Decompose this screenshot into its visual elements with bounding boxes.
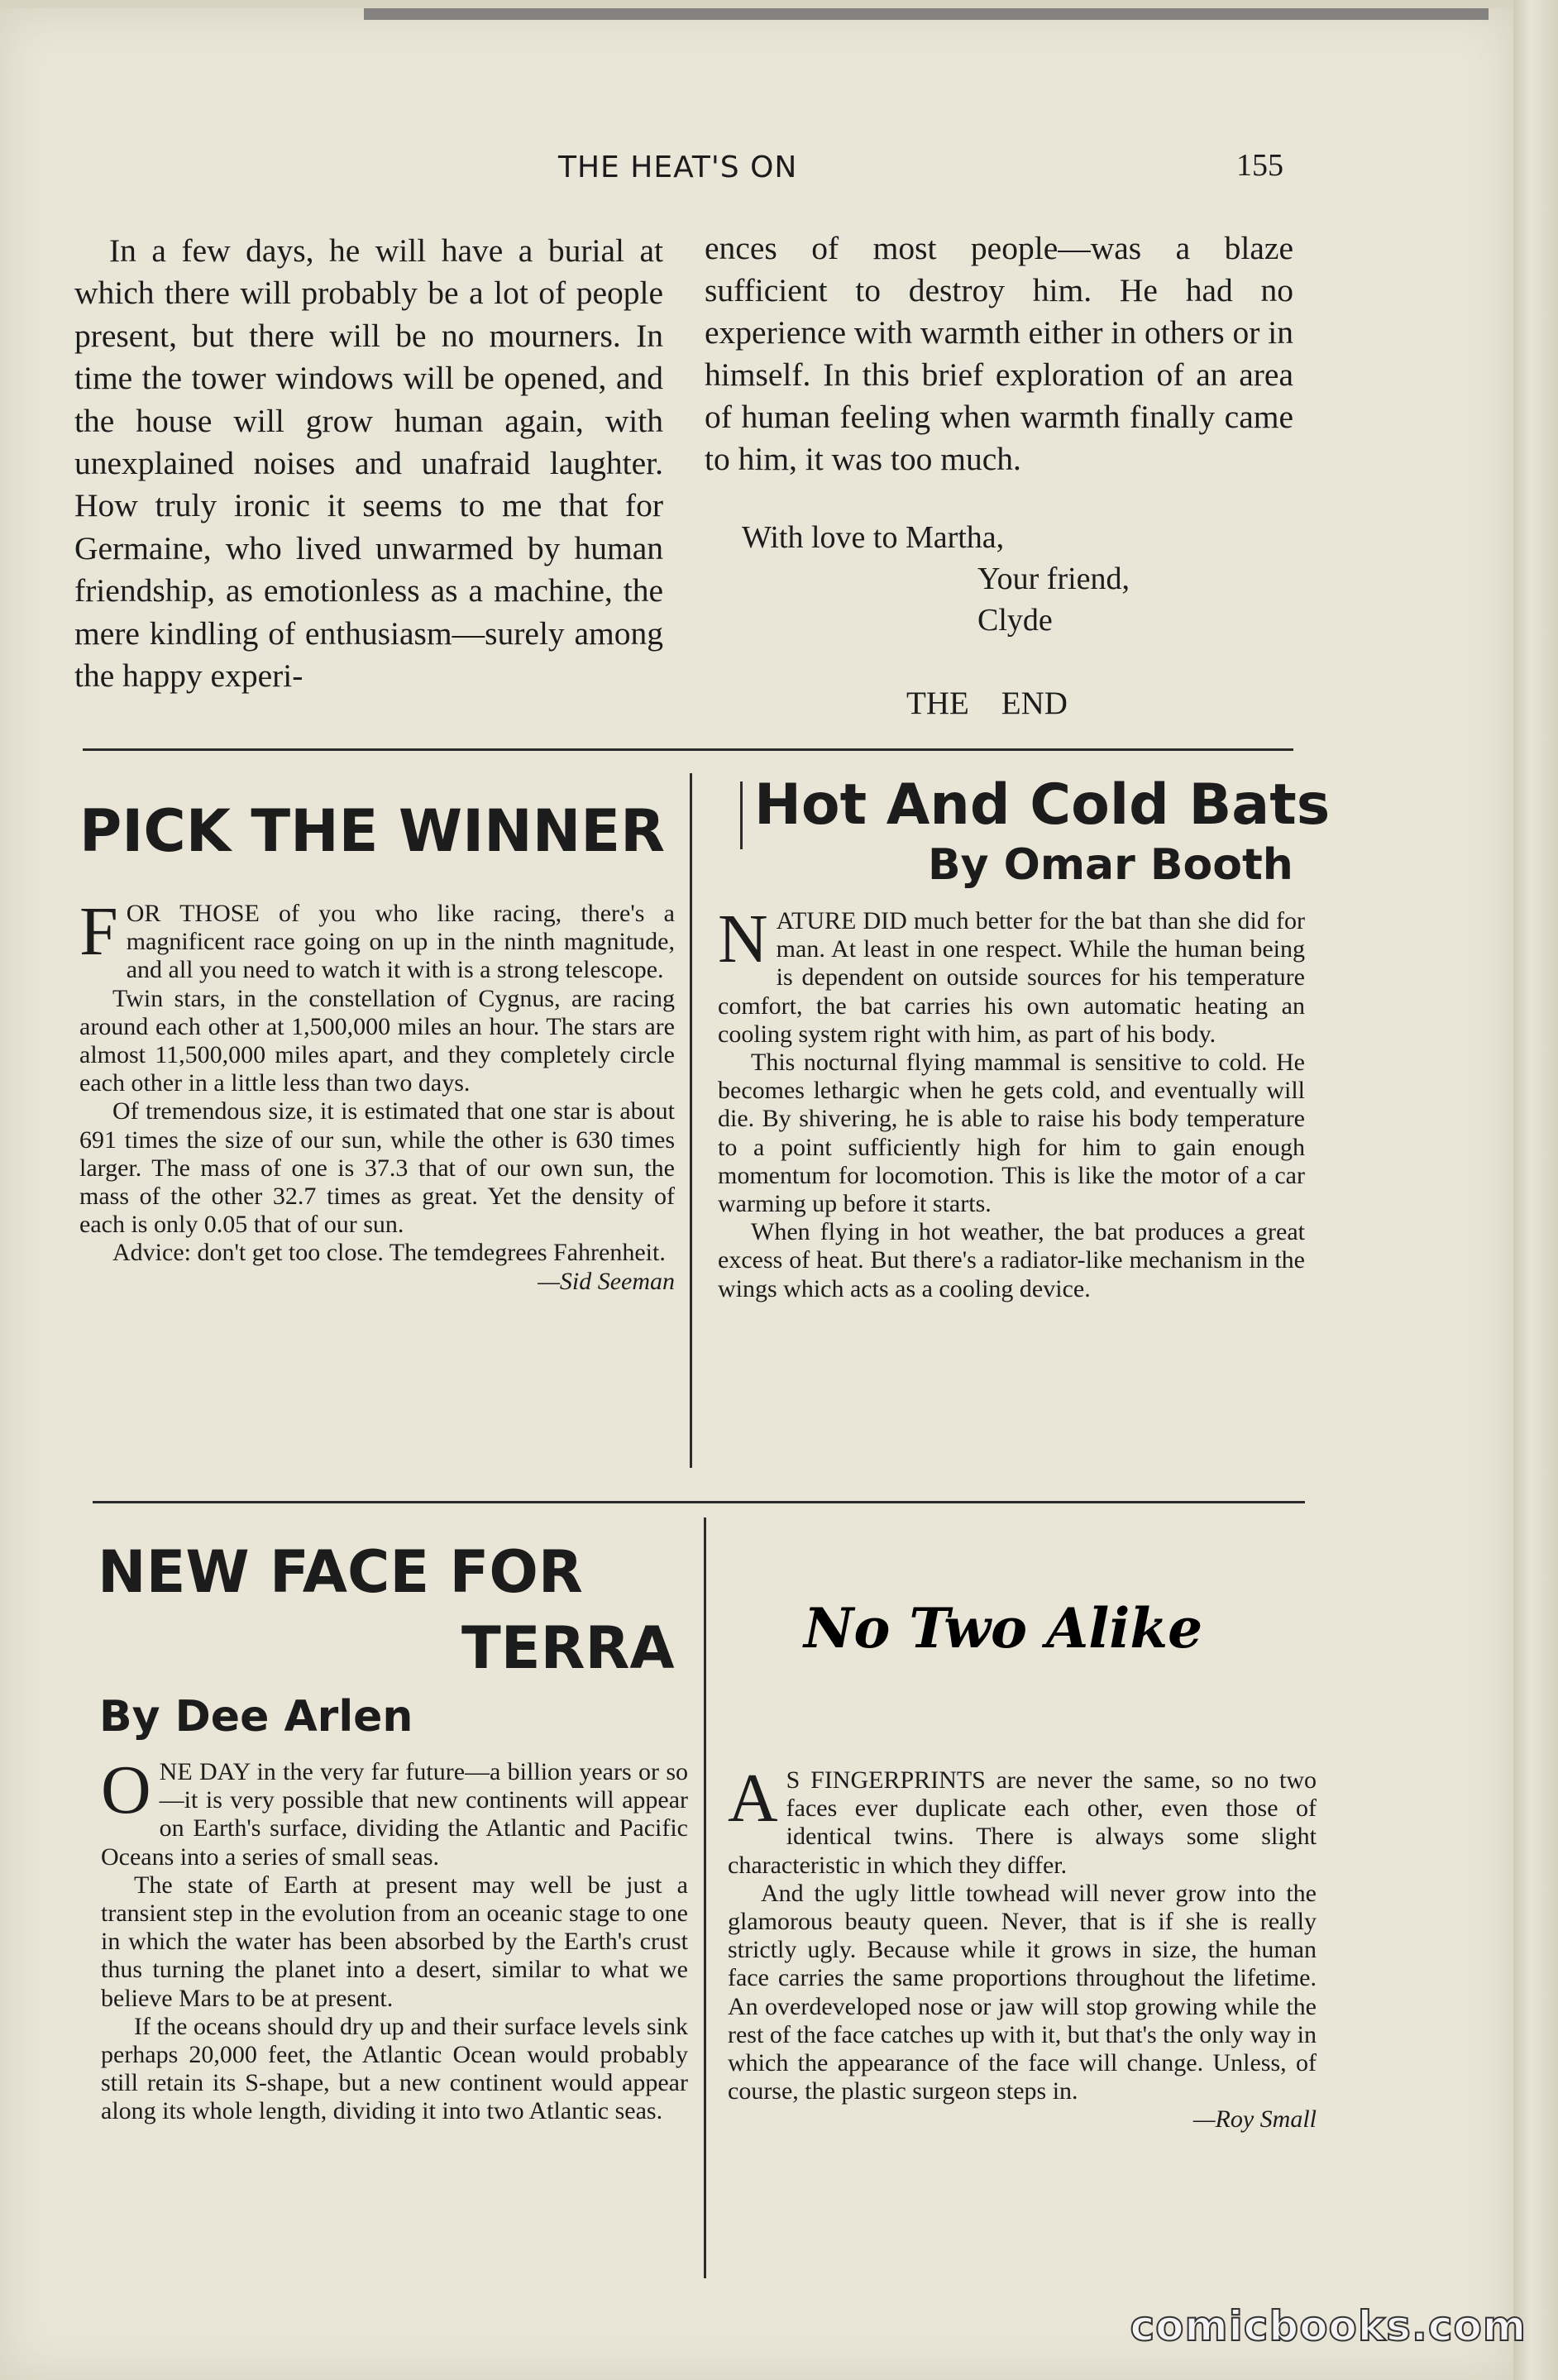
letter-signer: Clyde bbox=[977, 603, 1053, 638]
article-title-pick-the-winner: PICK THE WINNER bbox=[79, 797, 665, 865]
article-paragraph: Of tremendous size, it is estimated that one star is about 691 times the size of our sun, while the other is 630 times larger. The mass of one is 37.3 that of our own sun, the mass of the other 32.7 times as great. Yet the density of each is only 0.05 that of our sun. bbox=[79, 1097, 675, 1239]
letter-closing: With love to Martha, bbox=[742, 520, 1005, 555]
article-paragraph: When flying in hot weather, the bat produces a great excess of heat. But there's a radiator-like mechanism in the wings which acts as a cooling device. bbox=[718, 1218, 1305, 1302]
article-paragraph: FOR THOSE of you who like racing, there's a magnificent race going on up in the ninth magnitude, and all you need to watch it with is a strong telescope. bbox=[79, 893, 675, 984]
article-title-new-face-line2: TERRA bbox=[461, 1614, 675, 1682]
article-paragraph: Advice: don't get too close. The temdegrees Fahrenheit. bbox=[112, 1239, 666, 1267]
drop-cap: N bbox=[718, 901, 768, 977]
column-divider bbox=[690, 773, 692, 1468]
section-divider bbox=[93, 1501, 1305, 1503]
drop-cap: F bbox=[79, 893, 118, 970]
magazine-page bbox=[0, 8, 1513, 2380]
article-paragraph: Twin stars, in the constellation of Cygnus, are racing around each other at 1,500,000 miles an hour. The stars are almost 11,500,000 miles apart, and they completely circle each other in a little less than two days. bbox=[79, 984, 675, 1097]
article-body-pick-the-winner bbox=[79, 893, 675, 1296]
site-watermark: comicbooks.com bbox=[1130, 2302, 1527, 2350]
article-title-no-two-alike: No Two Alike bbox=[804, 1596, 1203, 1661]
article-paragraph: This nocturnal flying mammal is sensitive to cold. He becomes lethargic when he gets cold, and eventually will die. By shivering, he is able to raise his body temperature to a point sufficiently high for him to gain enough momentum for locomotion. This is like the motor of a car warming up before it starts. bbox=[718, 1049, 1305, 1218]
article-body-no-two-alike bbox=[728, 1760, 1317, 2134]
drop-cap: A bbox=[728, 1760, 778, 1837]
article-paragraph: ONE DAY in the very far future—a billion years or so—it is very possible that new continents will appear on Earth's surface, dividing the Atlantic and Pacific Oceans into a series of small seas. bbox=[101, 1752, 688, 1871]
article-paragraph: If the oceans should dry up and their surface levels sink perhaps 20,000 feet, the Atlantic Ocean would probably still retain its S-shape, but a new continent would appear along its whole length, dividing it into two Atlantic seas. bbox=[101, 2012, 688, 2125]
top-edge-strip bbox=[364, 8, 1489, 20]
section-divider bbox=[83, 748, 1293, 751]
article-author: —Sid Seeman bbox=[538, 1267, 675, 1295]
article-paragraph: And the ugly little towhead will never grow into the glamorous beauty queen. Never, that is if she is really strictly ugly. Because while it grows in size, the human face carries the same proportions throughout the lifetime. An overdeveloped nose or jaw will stop growing while the rest of the face catches up with it, but that's the only way in which the appearance of the face will change. Unless, of course, the plastic surgeon steps in. bbox=[728, 1879, 1317, 2105]
letter-signoff: Your friend, bbox=[977, 562, 1130, 596]
title-rule bbox=[740, 781, 743, 849]
column-divider bbox=[704, 1517, 706, 2278]
page-number: 155 bbox=[1236, 148, 1283, 183]
drop-cap: O bbox=[101, 1752, 151, 1828]
article-title-hot-and-cold-bats: Hot And Cold Bats bbox=[754, 772, 1331, 838]
article-title-new-face-line1: NEW FACE FOR bbox=[98, 1538, 583, 1606]
running-title: THE HEAT'S ON bbox=[558, 151, 798, 184]
article-body-hot-and-cold-bats bbox=[718, 901, 1305, 1303]
the-end-label: THE END bbox=[906, 686, 1068, 721]
story-end-right-column bbox=[705, 227, 1293, 480]
article-byline-terra: By Dee Arlen bbox=[99, 1692, 413, 1742]
story-end-paragraph: ences of most people—was a blaze sufficient to destroy him. He had no experience with warmth either in others or in himself. In this brief exploration of an area of human feeling when warmth finally came to him, it was too much. bbox=[705, 230, 1293, 477]
article-author: —Roy Small bbox=[1192, 2105, 1317, 2134]
story-end-left-column bbox=[74, 230, 663, 697]
page-edge bbox=[1513, 0, 1558, 2380]
article-paragraph: NATURE DID much better for the bat than she did for man. At least in one respect. While the human being is dependent on outside sources for his temperature comfort, the bat carries his own automatic heating an cooling system right with him, as part of his body. bbox=[718, 901, 1305, 1048]
article-byline-bats: By Omar Booth bbox=[928, 840, 1293, 890]
story-end-paragraph: In a few days, he will have a burial at which there will probably be a lot of people present, but there will be no mourners. In time the tower windows will be opened, and the house will grow human again, with unexplained noises and unafraid laughter. How truly ironic it seems to me that for Germaine, who lived unwarmed by human friendship, as emotionless as a machine, the mere kindling of enthusiasm—surely among the happy experi- bbox=[74, 232, 663, 695]
article-paragraph: The state of Earth at present may well be just a transient step in the evolution from an oceanic stage to one in which the water has been absorbed by the Earth's crust thus turning the planet into a desert, similar to what we believe Mars to be at present. bbox=[101, 1871, 688, 2012]
article-paragraph: A S FINGERPRINTS are never the same, so no two faces ever duplicate each other, even those of identical twins. There is always some slight characteristic in which they differ. bbox=[728, 1760, 1317, 1879]
article-body-new-face-for-terra bbox=[101, 1752, 688, 2126]
